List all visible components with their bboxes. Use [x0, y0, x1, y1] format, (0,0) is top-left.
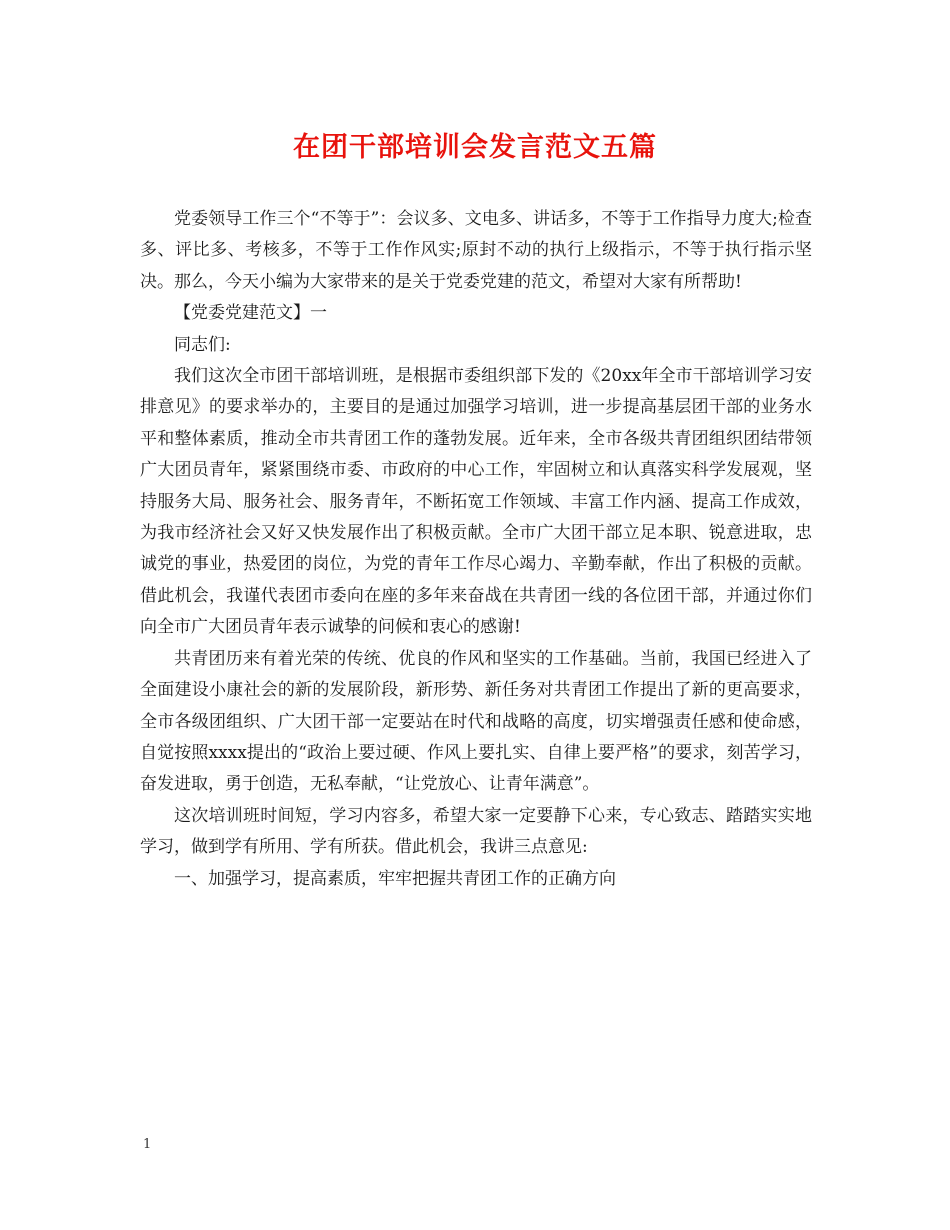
paragraph-body-2: 共青团历来有着光荣的传统、优良的作风和坚实的工作基础。当前，我国已经进入了全面建设小康社会的新的发展阶段，新形势、新任务对共青团工作提出了新的更高要求，全市各级团组织、广大团干部一定要站在时代和战略的高度，切实增强责任感和使命感，自觉按照xxxx提出的“政治上要过硬、作风上要扎实、自律上要严格”的要求，刻苦学习，奋发进取，勇于创造，无私奉献，“让党放心、让青年满意”。 [140, 648, 812, 795]
paragraph-point-1: 一、加强学习，提高素质，牢牢把握共青团工作的正确方向 [174, 868, 616, 889]
paragraph-body-1: 我们这次全市团干部培训班，是根据市委组织部下发的《20xx年全市干部培训学习安排意见》的要求举办的，主要目的是通过加强学习培训，进一步提高基层团干部的业务水平和整体素质，推动全市共青团工作的蓬勃发展。近年来，全市各级共青团组织团结带领广大团员青年，紧紧围绕市委、市政府的中心工作，牢固树立和认真落实科学发展观，坚持服务大局、服务社会、服务青年，不断拓宽工作领域、丰富工作内涵、提高工作成效，为我市经济社会又好又快发展作出了积极贡献。全市广大团干部立足本职、锐意进取，忠诚党的事业，热爱团的岗位，为党的青年工作尽心竭力、辛勤奉献，作出了积极的贡献。借此机会，我谨代表团市委向在座的多年来奋战在共青团一线的各位团干部，并通过你们向全市广大团员青年表示诚挚的问候和衷心的感谢! [140, 366, 812, 638]
paragraph-body-3: 这次培训班时间短，学习内容多，希望大家一定要静下心来，专心致志、踏踏实实地学习，做到学有所用、学有所获。借此机会，我讲三点意见: [140, 805, 812, 858]
page-number: 1 [143, 1137, 152, 1152]
paragraph-salutation: 同志们: [174, 334, 231, 355]
document-title: 在团干部培训会发言范文五篇 [293, 132, 657, 163]
paragraph-section-heading: 【党委党建范文】一 [174, 303, 327, 324]
document-body [140, 204, 812, 895]
paragraph-intro: 党委领导工作三个“不等于”：会议多、文电多、讲话多，不等于工作指导力度大;检查多、评比多、考核多，不等于工作作风实;原封不动的执行上级指示，不等于执行指示坚决。那么，今天小编为大家带来的是关于党委党建的范文，希望对大家有所帮助! [140, 209, 812, 292]
